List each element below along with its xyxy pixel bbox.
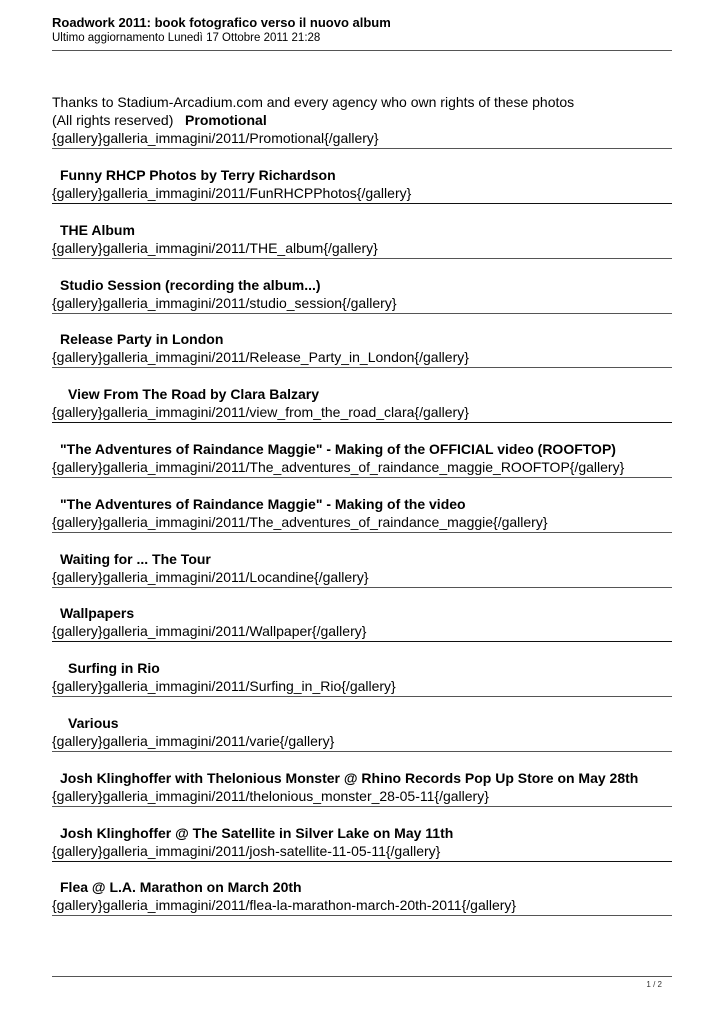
section-divider (52, 532, 672, 533)
section-divider (52, 258, 672, 259)
section-title: Funny RHCP Photos by Terry Richardson (60, 167, 336, 183)
gallery-tag: {gallery}galleria_immagini/2011/flea-la-marathon-march-20th-2011{/gallery} (52, 897, 517, 914)
section-divider (52, 313, 672, 314)
section-title: THE Album (60, 221, 135, 238)
section-title: Josh Klinghoffer with Thelonious Monster @ Rhino Records Pop Up Store on May 28th (60, 769, 639, 786)
section-divider (52, 477, 672, 478)
gallery-tag: {gallery}galleria_immagini/2011/josh-satellite-11-05-11{/gallery} (52, 842, 441, 859)
section-title: "The Adventures of Raindance Maggie" - Making of the OFFICIAL video (ROOFTOP) (60, 440, 616, 457)
gallery-section (52, 440, 672, 495)
section-title: Flea @ L.A. Marathon on March 20th (60, 879, 302, 896)
intro-line-2 (52, 111, 692, 129)
gallery-tag: {gallery}galleria_immagini/2011/The_adventures_of_raindance_maggie{/gallery} (52, 513, 548, 530)
gallery-tag-promotional: {gallery}galleria_immagini/2011/Promotional{/gallery} (52, 130, 379, 146)
gallery-tag: {gallery}galleria_immagini/2011/Locandine{/gallery} (52, 568, 369, 585)
gallery-section (52, 659, 672, 714)
section-title: Various (68, 714, 119, 731)
section-title: "The Adventures of Raindance Maggie" - Making of the video (60, 495, 466, 512)
document-header (52, 14, 672, 46)
gallery-sections (52, 166, 672, 933)
page-number: 1 / 2 (646, 980, 662, 989)
section-divider (52, 587, 672, 588)
last-updated: Ultimo aggiornamento Lunedì 17 Ottobre 2011 21:28 (52, 32, 321, 44)
gallery-section (52, 276, 672, 331)
gallery-section (52, 221, 672, 276)
gallery-section (52, 604, 672, 659)
header-divider (52, 50, 672, 51)
gallery-section (52, 714, 672, 769)
section-divider (52, 861, 672, 862)
intro-line-1: Thanks to Stadium-Arcadium.com and every agency who own rights of these photos (52, 94, 575, 110)
footer-divider (52, 976, 672, 977)
section-divider (52, 641, 672, 642)
rights-note: (All rights reserved) (52, 112, 174, 128)
gallery-tag: {gallery}galleria_immagini/2011/Wallpaper{/gallery} (52, 623, 367, 640)
section-title: Release Party in London (60, 331, 224, 348)
section-divider (52, 806, 672, 807)
gallery-section (52, 878, 672, 933)
section-divider (52, 203, 672, 204)
gallery-tag: {gallery}galleria_immagini/2011/thelonious_monster_28-05-11{/gallery} (52, 787, 489, 804)
gallery-section (52, 495, 672, 550)
section-divider (52, 422, 672, 423)
section-divider (52, 367, 672, 368)
gallery-section (52, 824, 672, 879)
page-title: Roadwork 2011: book fotografico verso il nuovo album (52, 15, 391, 30)
section-divider (52, 696, 672, 697)
gallery-section (52, 769, 672, 824)
gallery-tag: {gallery}galleria_immagini/2011/varie{/gallery} (52, 732, 335, 749)
section-title: Surfing in Rio (68, 660, 160, 677)
gallery-section (52, 385, 672, 440)
gallery-tag: {gallery}galleria_immagini/2011/The_adventures_of_raindance_maggie_ROOFTOP{/gallery} (52, 458, 625, 475)
gallery-tag: {gallery}galleria_immagini/2011/FunRHCPPhotos{/gallery} (52, 185, 412, 201)
gallery-tag: {gallery}galleria_immagini/2011/Surfing_in_Rio{/gallery} (52, 678, 396, 695)
section-divider (52, 915, 672, 916)
gallery-section (52, 330, 672, 385)
section-title: Studio Session (recording the album...) (60, 276, 321, 293)
gallery-tag: {gallery}galleria_immagini/2011/studio_session{/gallery} (52, 294, 397, 311)
section-title: Wallpapers (60, 605, 135, 622)
gallery-tag: {gallery}galleria_immagini/2011/view_from_the_road_clara{/gallery} (52, 404, 469, 421)
gallery-tag: {gallery}galleria_immagini/2011/Release_Party_in_London{/gallery} (52, 349, 469, 366)
intro-text (52, 93, 692, 129)
gallery-section (52, 550, 672, 605)
section-divider (52, 148, 672, 149)
section-divider (52, 751, 672, 752)
section-title-promotional: Promotional (185, 112, 267, 128)
section-title: View From The Road by Clara Balzary (68, 386, 320, 403)
section-title: Josh Klinghoffer @ The Satellite in Silver Lake on May 11th (60, 824, 454, 841)
gallery-tag: {gallery}galleria_immagini/2011/THE_album{/gallery} (52, 239, 378, 256)
gallery-section (52, 166, 672, 221)
section-title: Waiting for ... The Tour (60, 550, 211, 567)
